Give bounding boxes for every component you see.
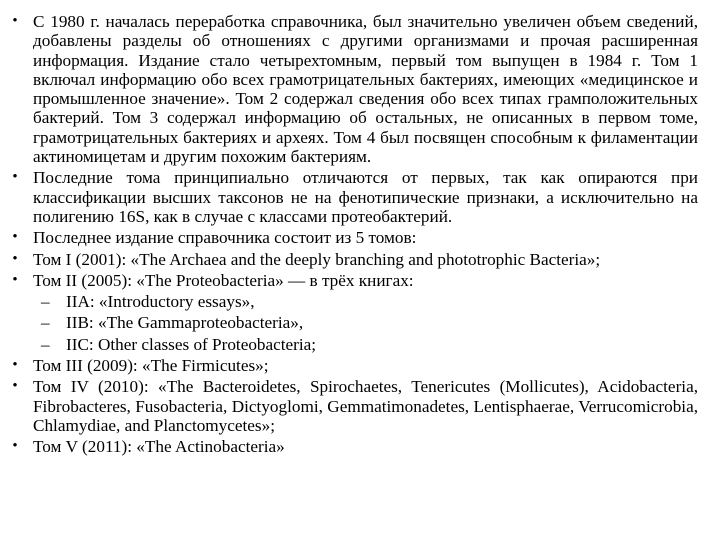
sub-item-text: IIA: «Introductory essays», xyxy=(66,292,255,312)
bullet-marker: • xyxy=(12,13,18,29)
dash-marker: – xyxy=(41,334,50,354)
sub-item-text: IIB: «The Gammaproteobacteria», xyxy=(66,313,304,333)
bullet-text: Том II (2005): «The Proteobacteria» — в трёх книгах: xyxy=(33,270,414,290)
bullet-marker: • xyxy=(12,357,18,374)
sub-item-2a xyxy=(33,292,698,311)
sub-item-text: IIC: Other classes of Proteobacteria; xyxy=(66,334,317,354)
bullet-list xyxy=(12,12,698,457)
bullet-item-recent-volumes xyxy=(12,168,698,226)
bullet-marker: • xyxy=(12,378,18,395)
bullet-marker: • xyxy=(12,169,18,186)
bullet-text: С 1980 г. началась переработка справочника, был значительно увеличен объем сведений, добавлены разделы об отношениях с другими организмами и прочая расширенная информация. Издание стало четырехтомным, первый том выпущен в 1984 г. Том 1 включал информацию обо всех грамотрицательных бактериях, имеющих «медицинское и промышленное значение». Том 2 содержал сведения обо всех типах грамположительных бактерий. Том 3 содержал информацию об остальных, не описанных в первом томе, грамотрицательных бактериях и археях. Том 4 был посвящен способным к филаментации актиномицетам и другим похожим бактериям. xyxy=(33,12,698,167)
volume-2-books-list xyxy=(33,292,698,354)
bullet-item-volume-2 xyxy=(12,270,698,354)
bullet-text: Последние тома принципиально отличаются от первых, так как опираются при классификации высших таксонов не на фенотипические признаки, а исключительно на полигению 16S, как в случае с классами протеобактерий. xyxy=(33,168,698,226)
sub-item-2c xyxy=(33,335,698,354)
dash-marker: – xyxy=(41,292,50,312)
bullet-marker: • xyxy=(12,438,18,455)
bullet-item-volume-5 xyxy=(12,437,698,457)
bullet-text: Том I (2001): «The Archaea and the deeply branching and phototrophic Bacteria»; xyxy=(33,249,601,269)
bullet-marker: • xyxy=(12,229,18,246)
dash-marker: – xyxy=(41,313,50,333)
bullet-item-volume-3 xyxy=(12,356,698,376)
bullet-text: Последнее издание справочника состоит из 5 томов: xyxy=(33,228,417,248)
bullet-text: Том V (2011): «The Actinobacteria» xyxy=(33,437,285,457)
slide-content xyxy=(12,12,698,459)
bullet-marker: • xyxy=(12,271,18,288)
bullet-item-volume-1 xyxy=(12,249,698,269)
bullet-item-history xyxy=(12,12,698,167)
bullet-text: Том IV (2010): «The Bacteroidetes, Spirochaetes, Tenericutes (Mollicutes), Acidobacteria, Fibrobacteres, Fusobacteria, Dictyoglomi, Gemmatimonadetes, Lentisphaerae, Verrucomicrobia, Chlamydiae, and Planctomycetes»; xyxy=(33,377,698,435)
bullet-text: Том III (2009): «The Firmicutes»; xyxy=(33,356,269,376)
bullet-item-volume-4 xyxy=(12,377,698,435)
bullet-marker: • xyxy=(12,250,18,267)
sub-item-2b xyxy=(33,313,698,332)
bullet-item-last-edition xyxy=(12,228,698,248)
